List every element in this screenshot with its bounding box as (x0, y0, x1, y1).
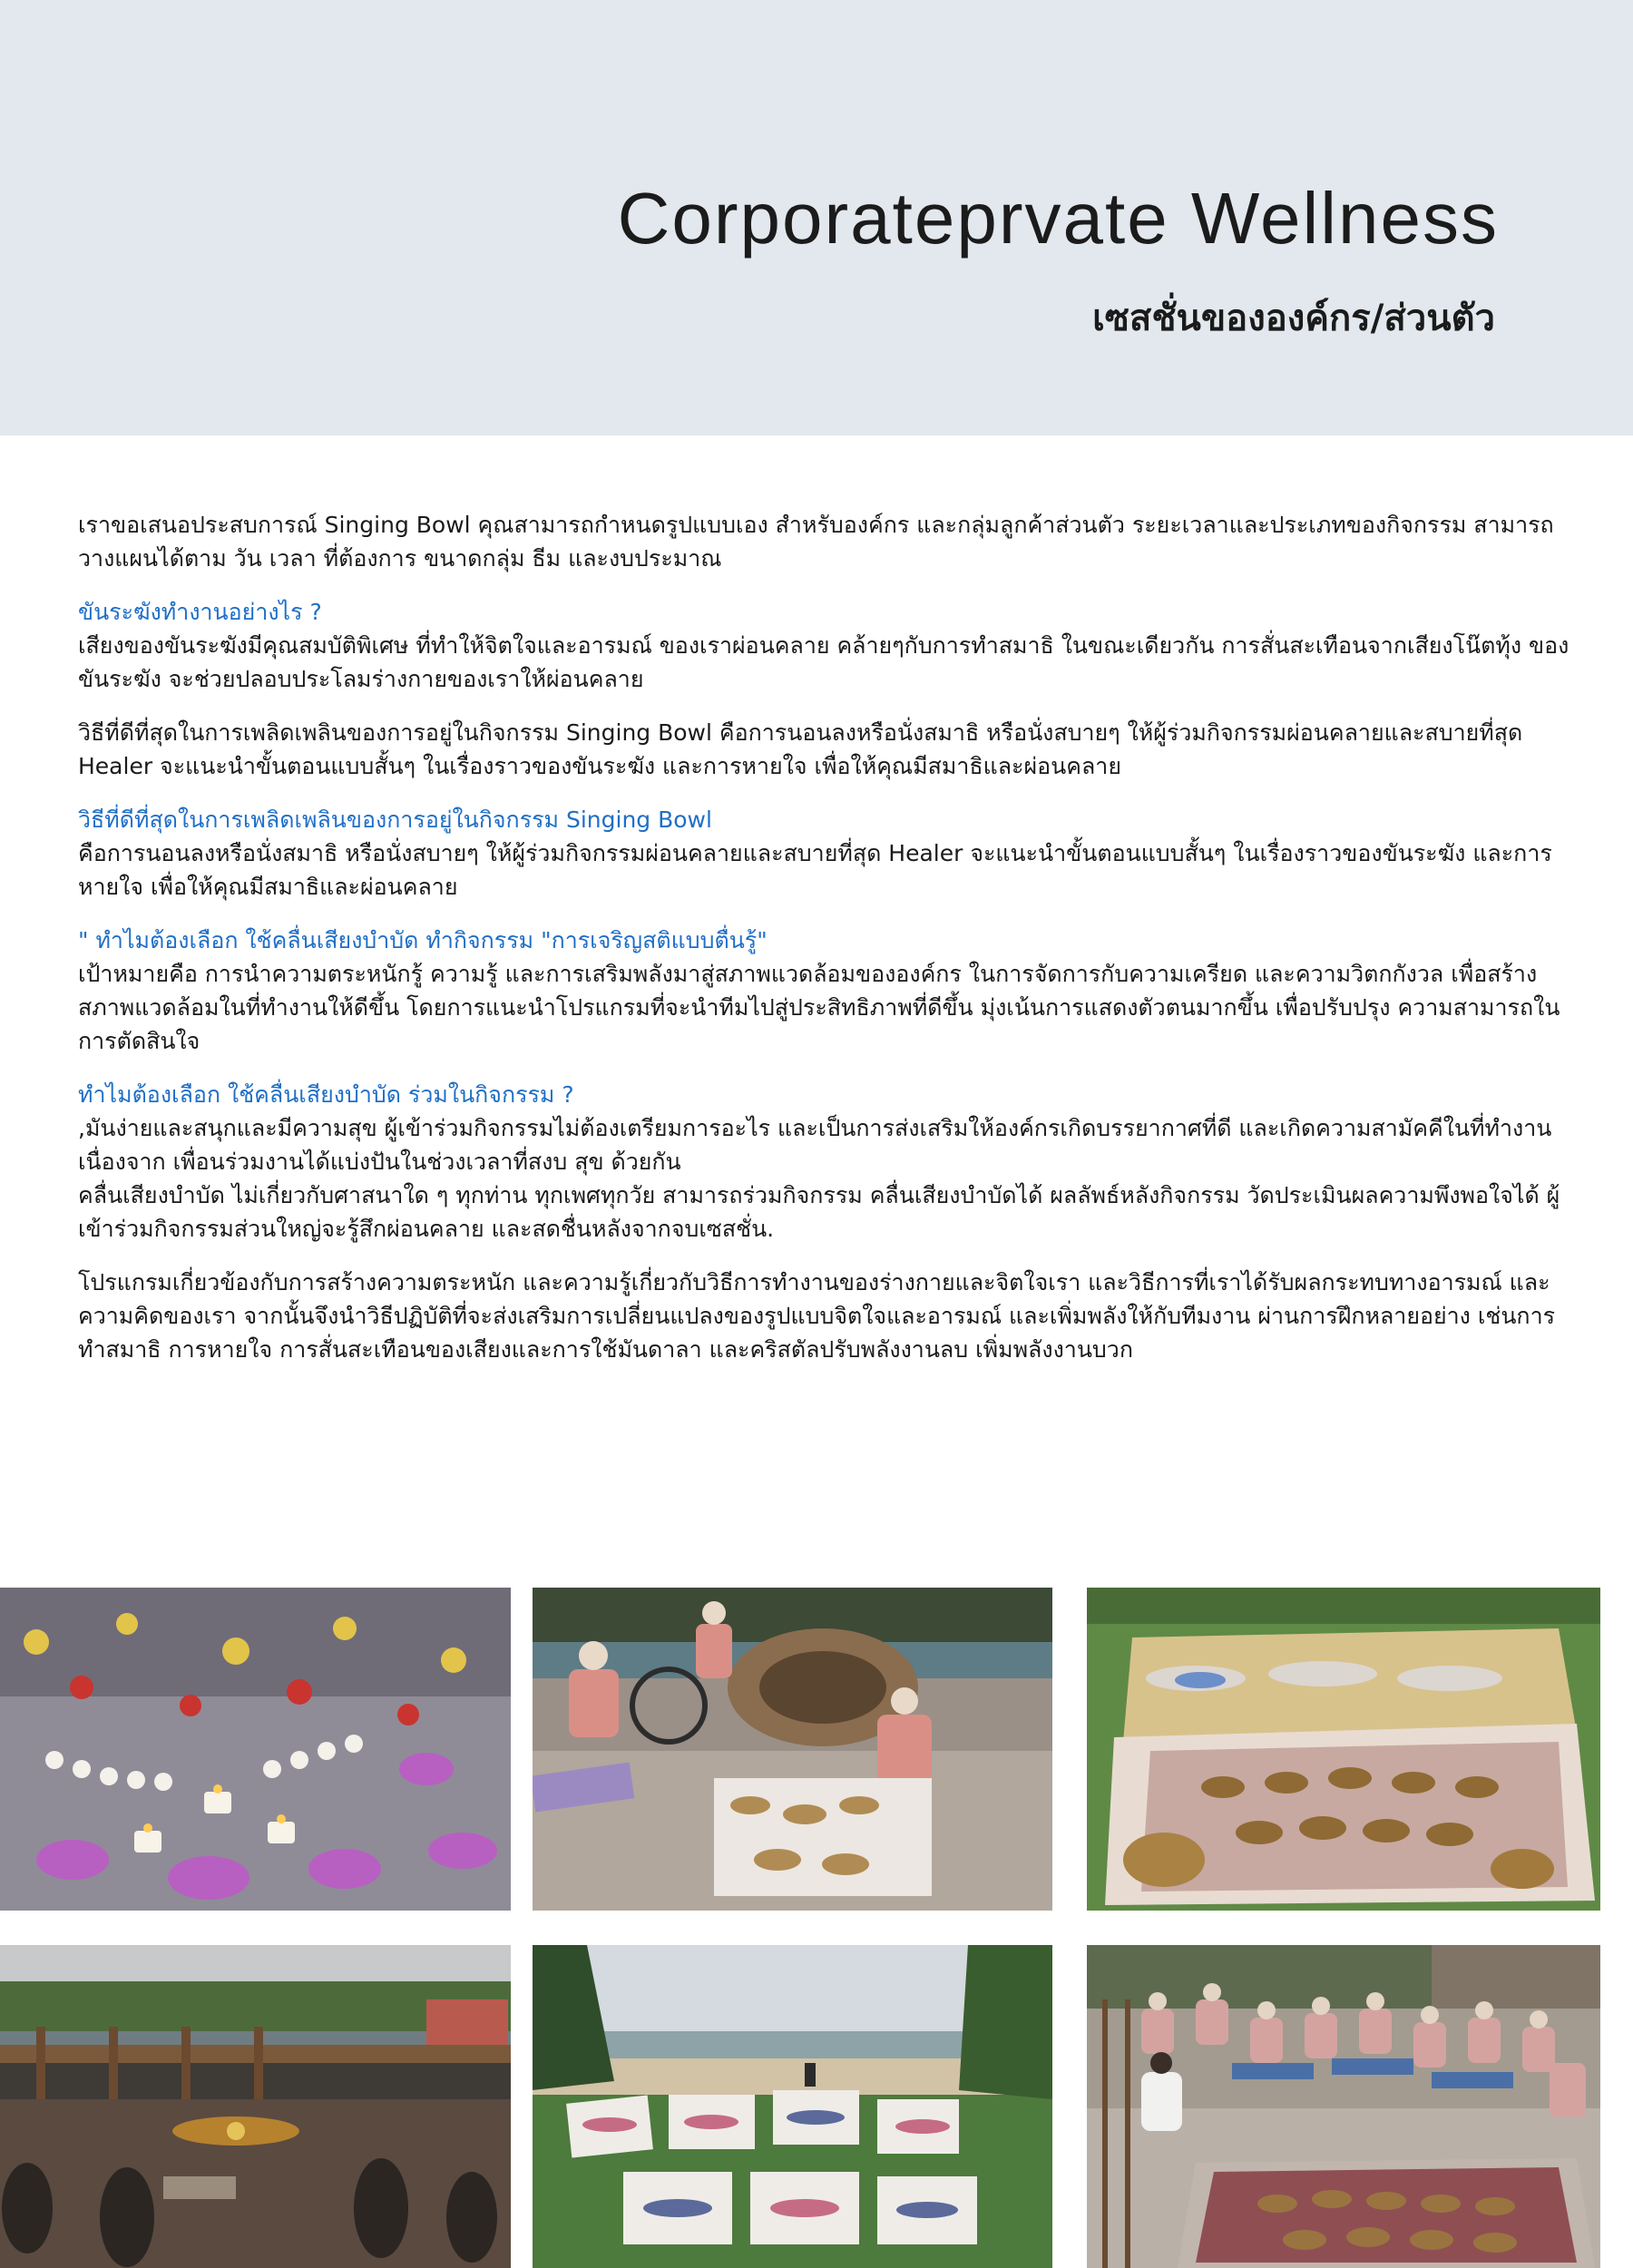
section-how-bowls-work (78, 595, 1575, 696)
section-body: เสียงของขันระฆังมีคุณสมบัติพิเศษ ที่ทำให้จิตใจและอารมณ์ ของเราผ่อนคลาย คล้ายๆกับการทำสมาธิ ในขณะเดียวกัน การสั่นสะเทือนจากเสียงโน๊ตทุ้ง ของขันระฆัง จะช่วยปลอบประโลมร่างกายของเราให้ผ่อนคลาย (78, 632, 1569, 692)
page-subtitle: เซสชั่นขององค์กร/ส่วนตัว (1092, 298, 1495, 339)
paragraph-program: โปรแกรมเกี่ยวข้องกับการสร้างความตระหนัก และความรู้เกี่ยวกับวิธีการทำงานของร่างกายและจิตใจเรา และวิธีการที่เราได้รับผลกระทบทางอารมณ์ และความคิดของเรา จากนั้นจึงนำวิธีปฏิบัติที่จะส่งเสริมการเปลี่ยนแปลงของรูปแบบจิตใจและอารมณ์ และเพิ่มพลังให้กับทีมงาน ผ่านการฝึกหลายอย่าง เช่นการทำสมาธิ การหายใจ การสั่นสะเทือนของเสียงและการใช้มันดาลา และคริสตัลปรับพลังงานลบ เพิ่มพลังงานบวก (78, 1269, 1556, 1363)
photo-pavilion-river (0, 1945, 511, 2268)
page-title: Corporateprvate Wellness (617, 178, 1499, 259)
section-body: คลื่นเสียงบำบัด ไม่เกี่ยวกับศาสนาใด ๆ ทุกท่าน ทุกเพศทุกวัย สามารถร่วมกิจกรรม คลื่นเสียงบำบัดได้ ผลลัพธ์หลังกิจกรรม วัดประเมินผลความพึงพอใจได้ ผู้เข้าร่วมกิจกรรมส่วนใหญ่จะรู้สึกผ่อนคลาย และสดชื่นหลังจากจบเซสชั่น. (78, 1182, 1560, 1242)
section-heading: " ทำไมต้องเลือก ใช้คลื่นเสียงบำบัด ทำกิจกรรม "การเจริญสติแบบตื่นรู้" (78, 927, 768, 953)
header-band (0, 0, 1633, 435)
section-mindfulness (78, 924, 1575, 1058)
section-why-choose (78, 1078, 1575, 1246)
photo-group-courtyard (1087, 1945, 1600, 2268)
section-body: ,มันง่ายและสนุกและมีความสุข ผู้เข้าร่วมกิจกรรมไม่ต้องเตรียมการอะไร และเป็นการส่งเสริมให้องค์กรเกิดบรรยากาศที่ดี และเกิดความสามัคคีในที่ทำงาน เนื่องจาก เพื่อนร่วมงานได้แบ่งปันในช่วงเวลาที่สงบ สุข ด้วยกัน (78, 1115, 1552, 1175)
section-body: คือการนอนลงหรือนั่งสมาธิ หรือนั่งสบายๆ ให้ผู้ร่วมกิจกรรมผ่อนคลายและสบายที่สุด Healer จะแนะนำขั้นตอนแบบสั้นๆ ในเรื่องราวของขันระฆัง และการหายใจ เพื่อให้คุณมีสมาธิและผ่อนคลาย (78, 840, 1552, 900)
photo-beach-session (533, 1945, 1052, 2268)
photo-lawn-bowls (1087, 1588, 1600, 1911)
section-heading: ขันระฆังทำงานอย่างไร ? (78, 599, 322, 625)
section-heading: ทำไมต้องเลือก ใช้คลื่นเสียงบำบัด ร่วมในกิจกรรม ? (78, 1081, 574, 1108)
section-best-way (78, 803, 1575, 904)
paragraph-best-way: วิธีที่ดีที่สุดในการเพลิดเพลินของการอยู่ในกิจกรรม Singing Bowl คือการนอนลงหรือนั่งสมาธิ หรือนั่งสบายๆ ให้ผู้ร่วมกิจกรรมผ่อนคลายและสบายที่สุด Healer จะแนะนำขั้นตอนแบบสั้นๆ ในเรื่องราวของขันระฆัง และการหายใจ เพื่อให้คุณมีสมาธิและผ่อนคลาย (78, 719, 1523, 779)
section-heading: วิธีที่ดีที่สุดในการเพลิดเพลินของการอยู่ในกิจกรรม Singing Bowl (78, 807, 712, 833)
photo-outdoor-session (533, 1588, 1052, 1911)
photo-gallery (0, 1588, 1633, 2268)
section-body: เป้าหมายคือ การนำความตระหนักรู้ ความรู้ และการเสริมพลังมาสู่สภาพแวดล้อมขององค์กร ในการจัดการกับความเครียด และความวิตกกังวล เพื่อสร้างสภาพแวดล้อมในที่ทำงานให้ดีขึ้น โดยการแนะนำโปรแกรมที่จะนำทีมไปสู่ประสิทธิภาพที่ดีขึ้น มุ่งเน้นการแสดงตัวตนมากขึ้น เพื่อปรับปรุง ความสามารถในการตัดสินใจ (78, 961, 1560, 1054)
body-text (78, 508, 1575, 1386)
photo-flower-mandala (0, 1588, 511, 1911)
intro-paragraph: เราขอเสนอประสบการณ์ Singing Bowl คุณสามารถกำหนดรูปแบบเอง สำหรับองค์กร และกลุ่มลูกค้าส่วนตัว ระยะเวลาและประเภทของกิจกรรม สามารถวางแผนได้ตาม วัน เวลา ที่ต้องการ ขนาดกลุ่ม ธีม และงบประมาณ (78, 512, 1554, 572)
